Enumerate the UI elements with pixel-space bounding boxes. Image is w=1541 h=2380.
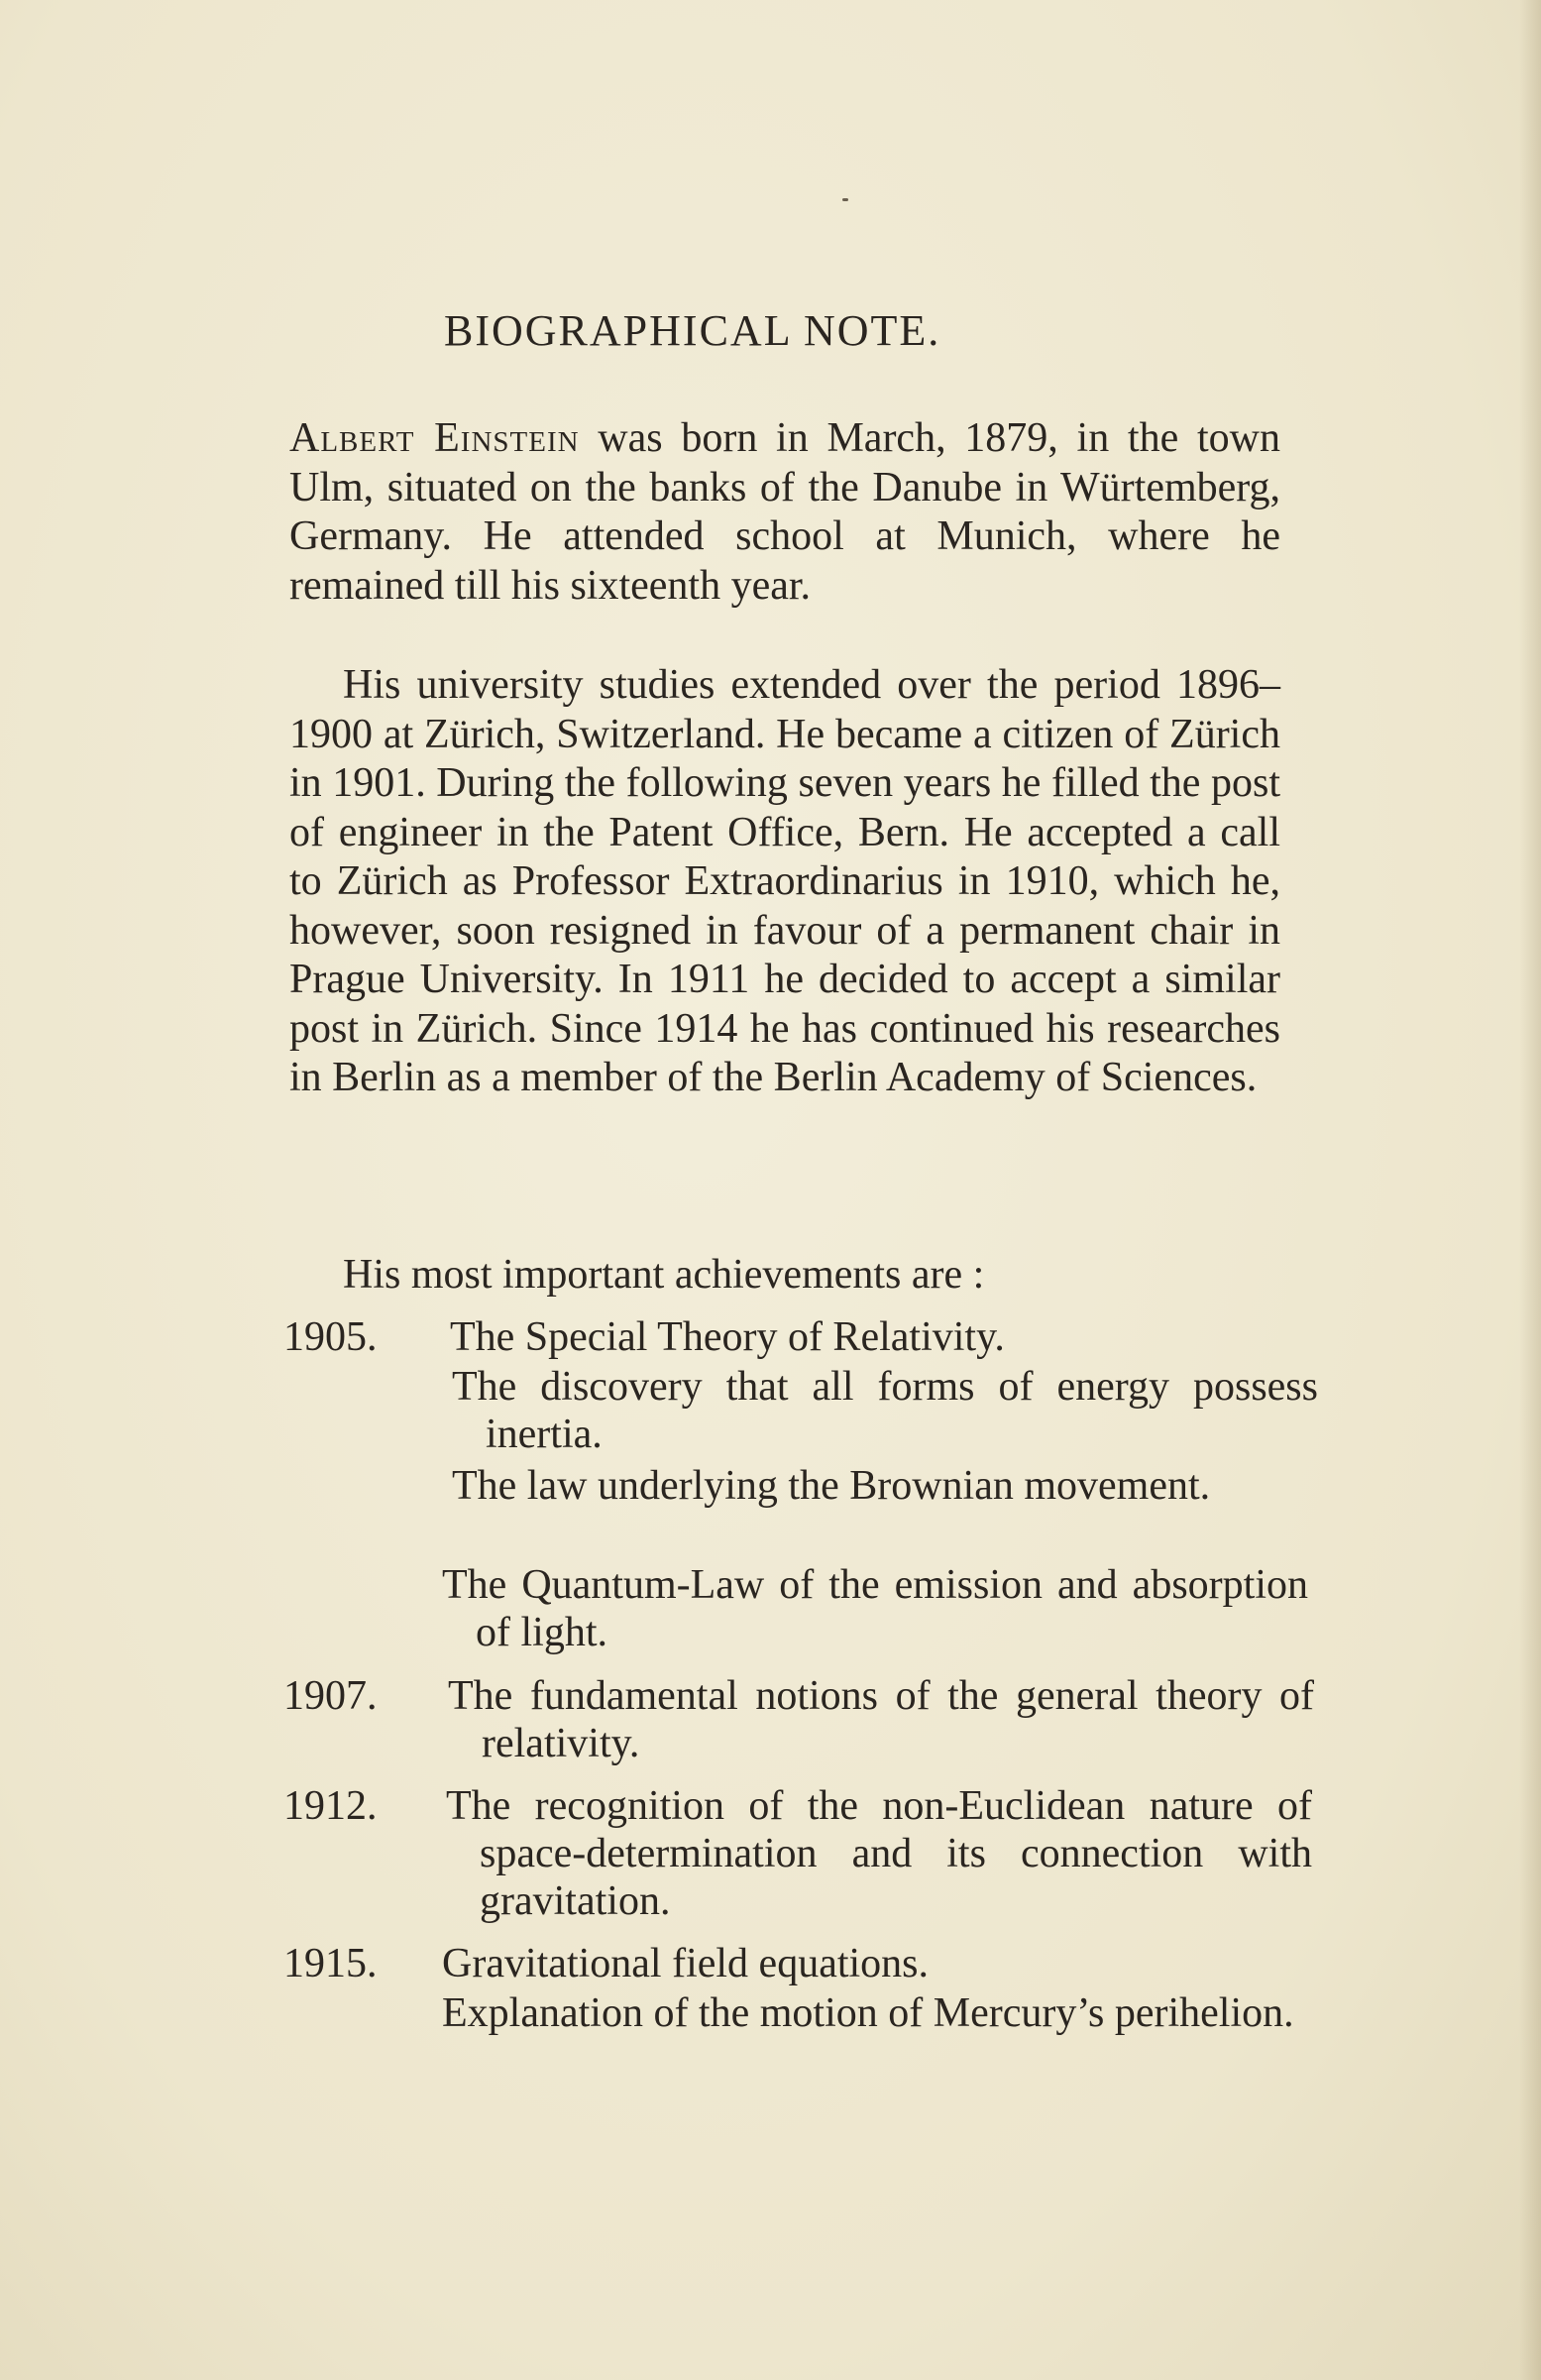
achievements-heading: His most important achievements are : [343, 1252, 985, 1298]
intro-paragraph-1 [289, 414, 1280, 611]
year-label: 1907. [283, 1673, 378, 1719]
intro-paragraph-1-text: was born in March, 1879, in the town Ulm, situated on the banks of the Danube in Würtemberg, Germany. He attended school at Munich, where he remained till his sixteenth year. [289, 415, 1280, 609]
year-label: 1905. [283, 1314, 378, 1360]
achievement-item: The law underlying the Brownian movement. [452, 1463, 1211, 1509]
achievement-item: The discovery that all forms of energy possess inertia. [452, 1364, 1318, 1457]
achievement-item: Gravitational field equations. [442, 1941, 930, 1986]
achievement-item: The fundamental notions of the general theory of relativity. [448, 1673, 1314, 1766]
achievement-item: The Quantum-Law of the emission and absorption of light. [442, 1562, 1308, 1655]
achievement-item: The recognition of the non-Euclidean nature of space-determination and its connection with gravitation. [446, 1783, 1312, 1924]
ink-speck [842, 198, 848, 201]
author-name: Albert Einstein [289, 415, 580, 461]
achievement-item: The Special Theory of Relativity. [450, 1314, 1005, 1360]
achievement-item: Explanation of the motion of Mercury’s perihelion. [442, 1990, 1294, 2036]
year-label: 1915. [283, 1941, 378, 1986]
page-title: BIOGRAPHICAL NOTE. [444, 306, 941, 355]
intro-paragraph-2: His university studies extended over the period 1896–1900 at Zürich, Switzerland. He became a citizen of Zürich in 1901. During the following seven years he filled the post of engineer in the Patent Office, Bern. He accepted a call to Zürich as Professor Extraordinarius in 1910, which he, however, soon resigned in favour of a permanent chair in Prague University. In 1911 he decided to accept a similar post in Zürich. Since 1914 he has continued his researches in Berlin as a member of the Berlin Academy of Sciences. [289, 662, 1280, 1100]
year-label: 1912. [283, 1783, 378, 1829]
page-edge-shadow [1519, 0, 1541, 2380]
